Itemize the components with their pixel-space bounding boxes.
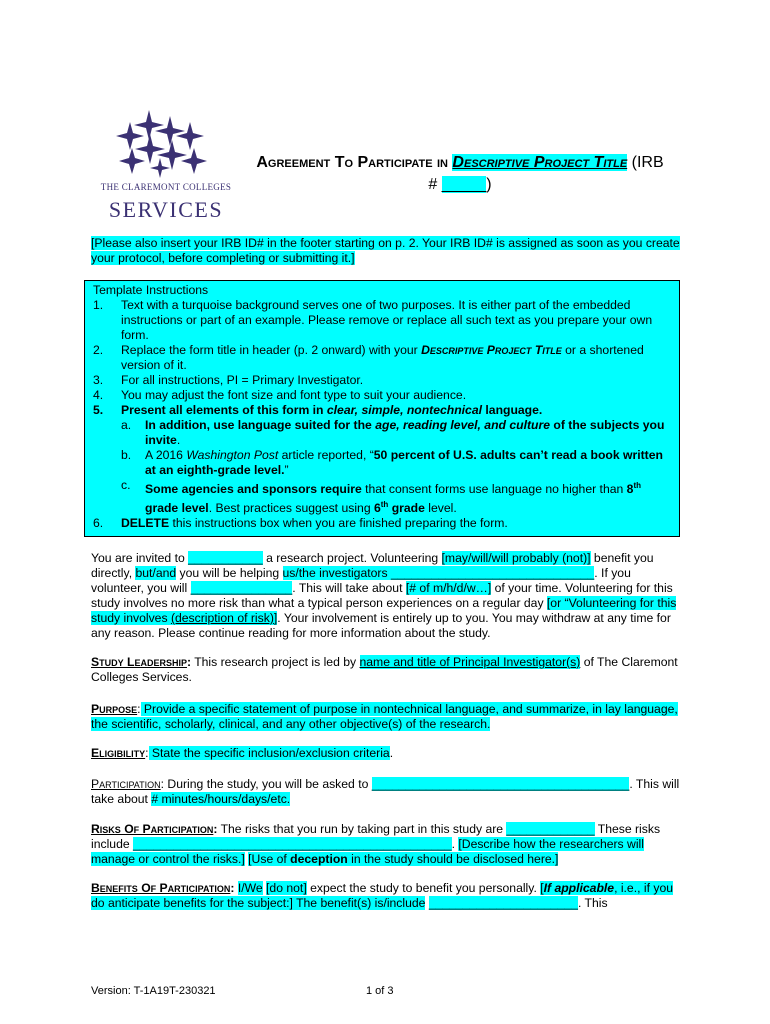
item-superscript: th	[380, 500, 389, 510]
footer-version: Version: T-1A19T-230321	[91, 985, 216, 997]
item-number: c.	[121, 478, 131, 492]
item-quote: 50 percent of U.S. adults can’t read a book written at an eighth-grade level.	[145, 448, 663, 477]
instruction-item-5	[93, 403, 673, 418]
option-placeholder: (description of risk)	[170, 611, 274, 625]
text: :	[186, 655, 192, 669]
participation-section	[91, 777, 681, 807]
title-irb-open: (IRB #	[428, 154, 664, 193]
item-emphasis: Washington Post	[186, 448, 279, 462]
invitation-paragraph	[91, 551, 681, 641]
logo-name: SERVICES	[108, 197, 224, 222]
item-text: . Best practices suggest using	[208, 501, 374, 516]
purpose-section	[91, 702, 681, 732]
title-irb-close: )	[486, 176, 492, 193]
study-leadership-section	[91, 655, 681, 685]
irb-footer-note	[91, 236, 681, 266]
item-number: 5.	[93, 403, 104, 417]
fill-in-blank: _____________	[506, 822, 595, 836]
section-label: Risks Of Participation	[91, 822, 214, 836]
item-number: 2.	[93, 343, 104, 357]
option-placeholder: # minutes/hours/days/etc.	[151, 792, 291, 806]
fill-in-blank: ______________________________	[390, 566, 595, 580]
item-text: grade level	[145, 501, 209, 516]
section-label: Study Leadership	[91, 655, 187, 669]
item-text: language.	[482, 403, 543, 417]
item-text: article reported, “	[278, 448, 374, 462]
text: of your time. Volunteering for this study involves no more risk than what a typical person experiences on a regular day	[91, 581, 673, 610]
text: . This will take about	[292, 581, 406, 595]
option-placeholder: us/the investigators	[282, 566, 388, 580]
instruction-item-4	[93, 388, 673, 403]
title-irb-blank: _____	[441, 176, 487, 193]
item-text: or a shortened version of it.	[121, 343, 644, 372]
text: . This	[577, 896, 608, 910]
item-text: 8	[626, 482, 634, 497]
eligibility-section	[91, 746, 681, 761]
text: a research project. Volunteering	[262, 551, 442, 565]
instruction-subitem-a	[93, 418, 673, 448]
option-placeholder: [# of m/h/d/w…]	[405, 581, 492, 595]
logo-tagline: THE CLAREMONT COLLEGES	[100, 182, 232, 192]
item-emphasis: age, reading level, and culture	[375, 418, 550, 432]
text: :	[137, 702, 141, 716]
instruction-item-1	[93, 298, 673, 343]
item-number: 4.	[93, 388, 104, 402]
option-placeholder: Provide a specific statement of purpose in nontechnical language, and summarize, in lay language, the scientific, scholarly, clinical, and any other objective(s) of the research.	[91, 702, 678, 731]
item-emphasis: clear, simple, nontechnical	[326, 403, 483, 417]
title-project-title: Descriptive Project Title	[452, 154, 628, 171]
text: :	[230, 881, 235, 895]
option-placeholder: ]	[273, 611, 278, 625]
text: :	[213, 822, 218, 836]
text: benefit you directly,	[91, 551, 654, 580]
text: The risks that you run by taking part in this study are	[217, 822, 507, 836]
text: This research project is led by	[191, 655, 360, 669]
text: expect the study to benefit you personally.	[306, 881, 541, 895]
option-placeholder: If applicable	[543, 881, 615, 895]
item-emphasis: Descriptive Project Title	[421, 343, 562, 357]
item-text: this instructions box when you are finished preparing the form.	[169, 516, 508, 531]
item-number: a.	[121, 418, 132, 432]
benefits-section	[91, 881, 681, 911]
section-label: Purpose	[91, 702, 138, 716]
risks-section	[91, 822, 681, 867]
fill-in-blank: ______________________________________	[371, 777, 630, 791]
item-text: 6	[373, 501, 381, 516]
option-placeholder: [do not]	[266, 881, 307, 895]
option-placeholder: , i.e., if you do anticipate benefits for the subject:] The benefit(s) is/include	[91, 881, 673, 910]
text: : During the study, you will be asked to	[160, 777, 372, 791]
item-text: Text with a turquoise background serves one of two purposes. It is either part of the embedded instructions or part of an example. Please remove or replace all such text as you prepare your own form.	[121, 298, 653, 342]
instructions-heading: Template Instructions	[93, 283, 209, 297]
item-emphasis: DELETE	[121, 516, 170, 531]
text: .	[389, 746, 394, 760]
option-placeholder: but/and	[135, 566, 177, 580]
option-placeholder: name and title of Principal Investigator(s)	[359, 655, 581, 669]
section-label: Participation	[91, 777, 161, 791]
text: .	[451, 837, 459, 851]
option-placeholder: [	[540, 881, 544, 895]
option-placeholder: State the specific inclusion/exclusion criteria	[148, 746, 390, 760]
item-text: Some agencies and sponsors require	[145, 482, 362, 497]
item-number: b.	[121, 448, 132, 462]
text: . If you volunteer, you will	[91, 566, 631, 595]
template-instructions-box	[84, 280, 680, 537]
star-cluster-emblem	[94, 106, 239, 182]
option-placeholder: [may/will/will probably (not)]	[441, 551, 591, 565]
item-text: .	[176, 433, 181, 447]
item-superscript: th	[633, 481, 642, 490]
option-placeholder: deception	[290, 852, 348, 866]
item-text: grade	[388, 501, 425, 516]
irb-footer-note-text: [Please also insert your IRB ID# in the footer starting on p. 2. Your IRB ID# is assigned as soon as you create your protocol, before completing or submitting it.]	[91, 236, 680, 265]
claremont-colleges-services-logo	[94, 106, 239, 224]
item-text: Replace the form title in header (p. 2 onward) with your	[121, 343, 422, 357]
text: :	[145, 746, 149, 760]
fill-in-blank: _______________	[190, 581, 293, 595]
text: you will be helping	[176, 566, 283, 580]
document-title	[250, 152, 670, 196]
text: . Your involvement is entirely up to you. You may withdraw at any time for any reason. Please continue reading for more information about the study.	[91, 611, 671, 640]
text: of The Claremont Colleges Services.	[91, 655, 678, 684]
section-label: Benefits Of Participation	[91, 881, 231, 895]
fill-in-blank: _______________________________________________	[133, 837, 452, 851]
option-placeholder: in the study should be disclosed here.]	[347, 852, 559, 866]
instruction-subitem-c	[93, 478, 673, 516]
instruction-item-3	[93, 373, 673, 388]
instruction-item-2	[93, 343, 673, 373]
text: . This will take about	[91, 777, 680, 806]
fill-in-blank: ______________________	[428, 896, 578, 910]
option-placeholder: I/We	[237, 881, 263, 895]
instruction-subitem-b	[93, 448, 673, 478]
section-label: Eligibility	[91, 746, 146, 760]
option-placeholder: [Use of	[248, 852, 291, 866]
item-text: level.	[424, 501, 457, 516]
item-number: 1.	[93, 298, 104, 312]
item-text: In addition, use language suited for the	[145, 418, 376, 432]
item-text: Present all elements of this form in	[121, 403, 327, 417]
text: These risks include	[91, 822, 661, 851]
item-text: of the subjects you invite	[145, 418, 665, 447]
text: You are invited to	[91, 551, 189, 565]
option-placeholder: [Describe how the researchers will manage or control the risks.]	[91, 837, 644, 866]
instruction-item-6	[93, 516, 673, 531]
item-text: that consent forms use language no higher than	[361, 482, 627, 497]
fill-in-blank: ___________	[188, 551, 263, 565]
footer-page-number: 1 of 3	[366, 985, 394, 997]
item-number: 3.	[93, 373, 104, 387]
item-text: For all instructions, PI = Primary Investigator.	[121, 373, 364, 387]
item-text: You may adjust the font size and font type to suit your audience.	[121, 388, 467, 402]
option-placeholder: [or “Volunteering for this study involves	[91, 596, 677, 625]
item-text: ”	[284, 463, 289, 477]
item-number: 6.	[93, 516, 104, 531]
title-prefix: Agreement To Participate in	[256, 154, 453, 171]
item-text: A 2016	[145, 448, 187, 462]
